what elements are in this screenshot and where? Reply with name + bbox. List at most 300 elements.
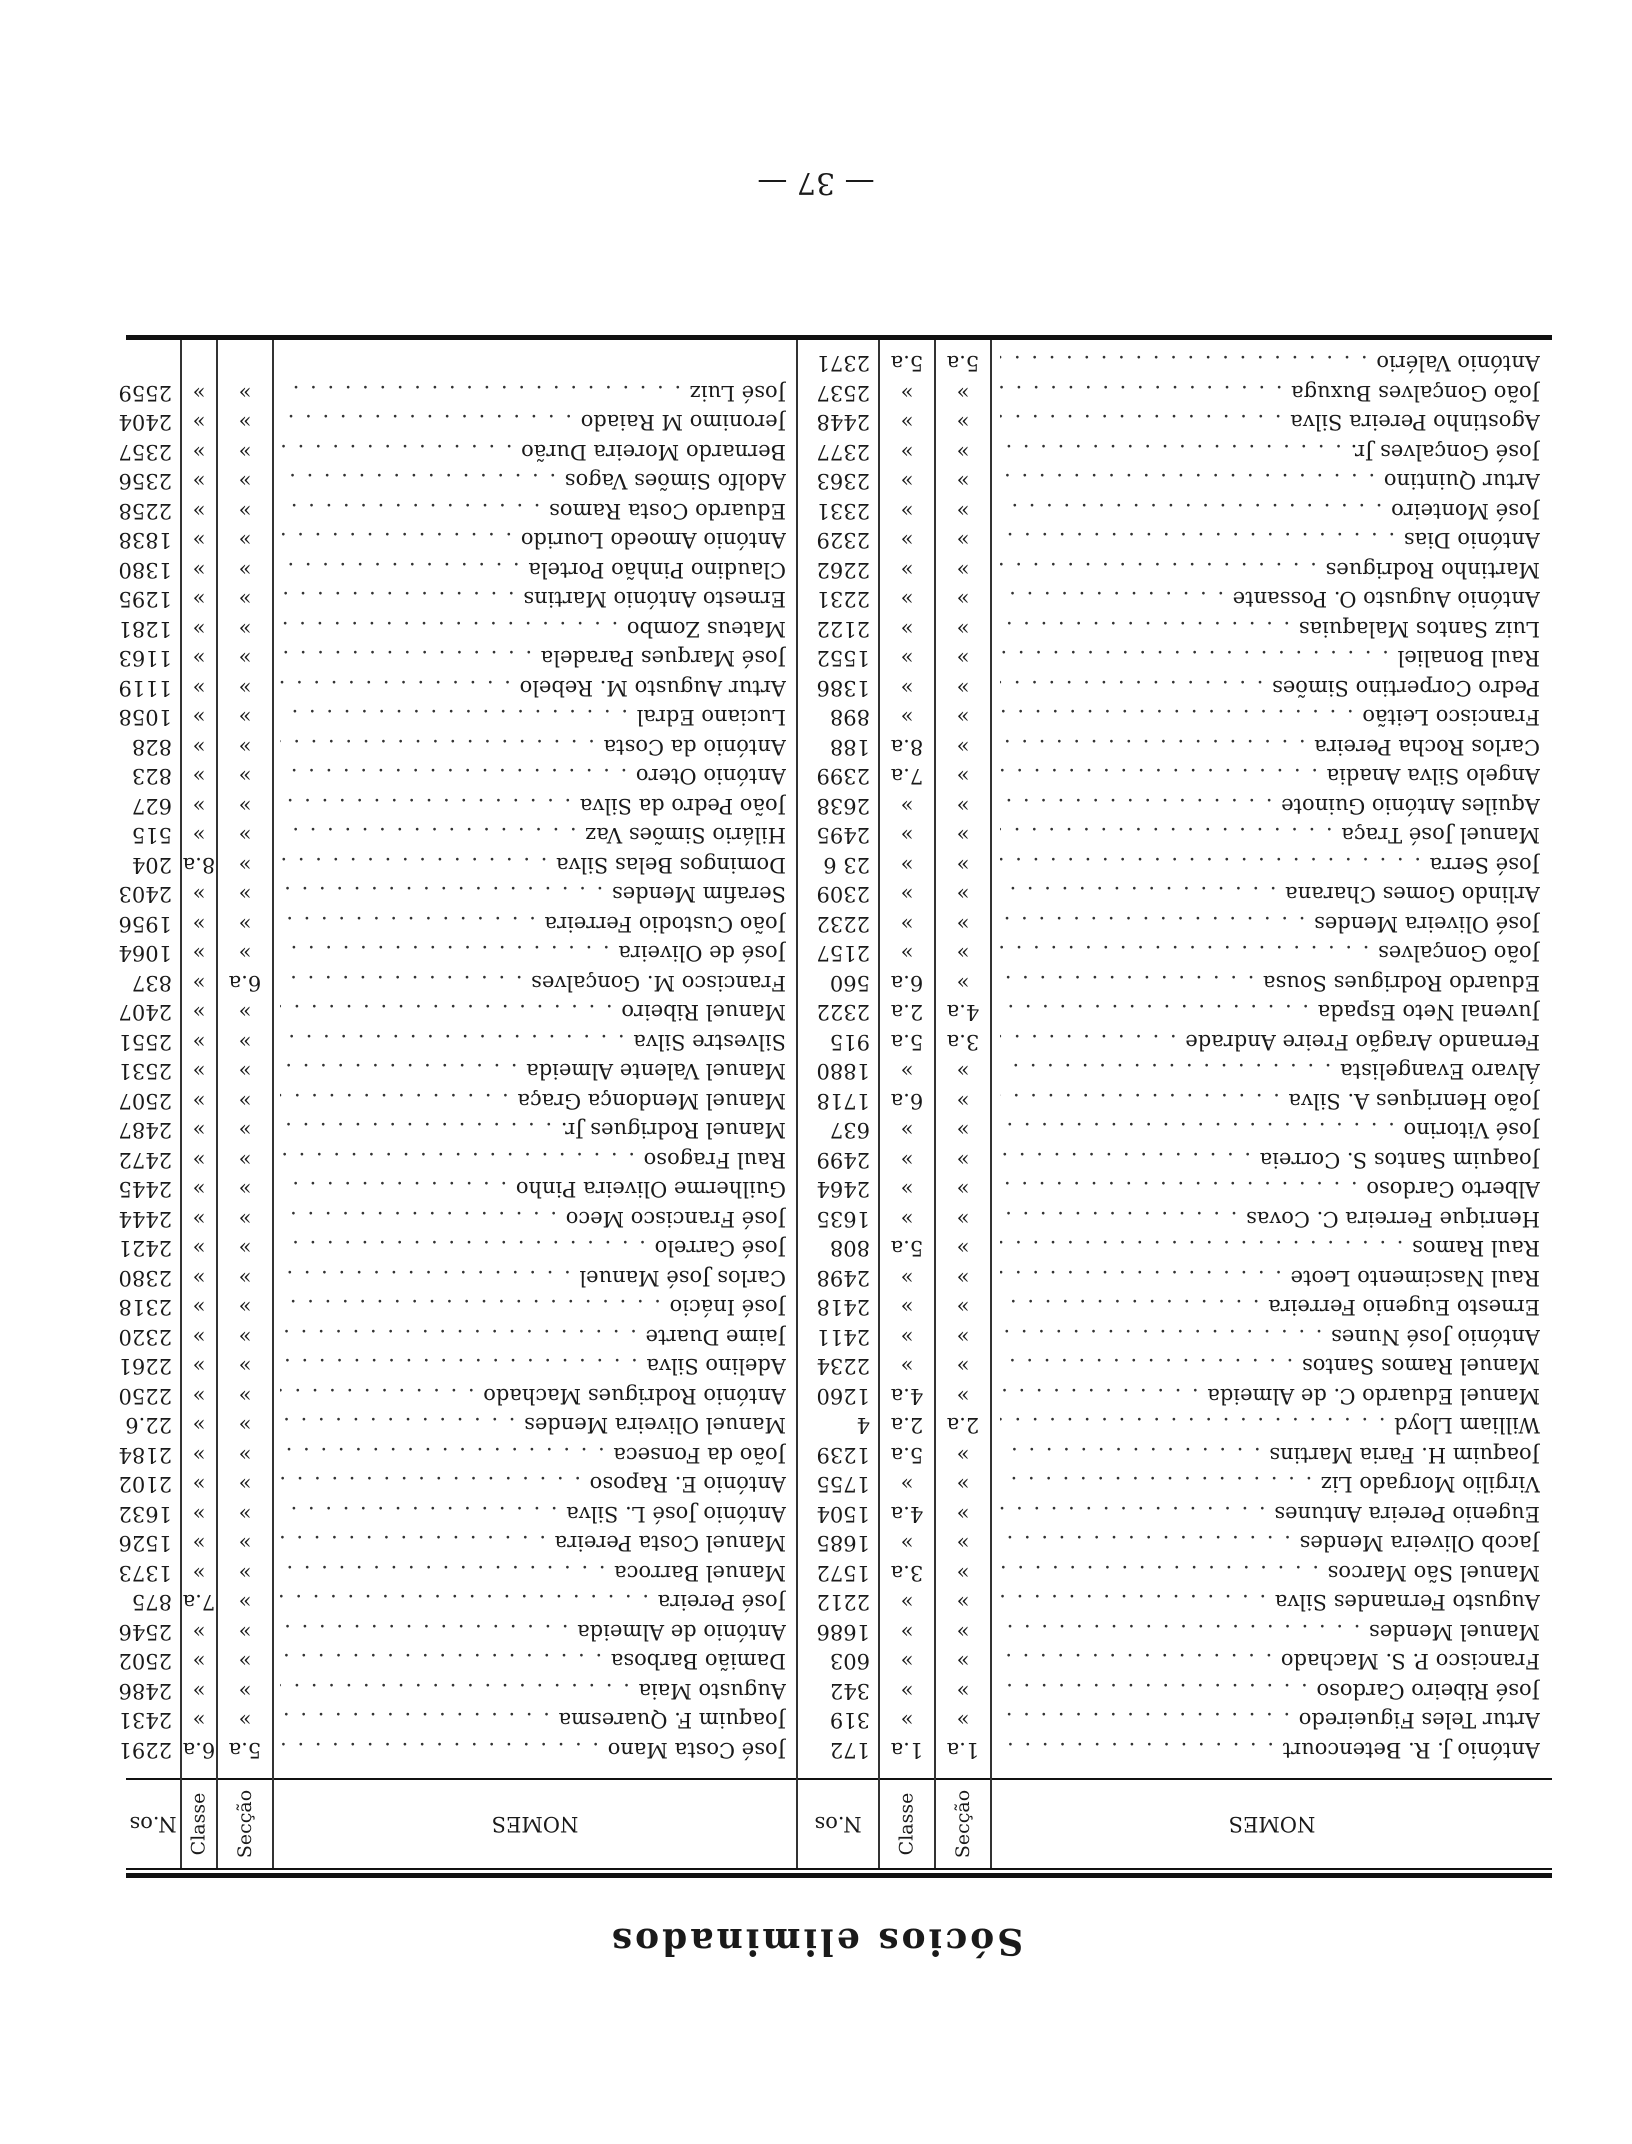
member-section: » <box>238 853 252 877</box>
member-class: » <box>192 941 206 966</box>
member-section: » <box>238 381 252 405</box>
member-section: » <box>956 1148 970 1172</box>
member-number: 915 <box>829 1030 870 1054</box>
member-section: » <box>956 1590 970 1615</box>
member-section: » <box>238 1059 252 1084</box>
member-name: José Costa Mano . . . <box>280 1735 786 1765</box>
member-class: » <box>900 1354 914 1379</box>
member-number: 837 <box>131 971 172 995</box>
member-name: José Monteiro . . . <box>1000 496 1540 526</box>
member-class: » <box>900 1207 914 1231</box>
member-name: António Augusto O. Possante . . . <box>1000 584 1540 614</box>
member-name: Adolfo Simões Vagos . . . <box>280 466 786 496</box>
member-class: » <box>900 1531 914 1556</box>
member-class: » <box>192 469 206 494</box>
member-section: » <box>956 1325 970 1349</box>
member-name: Guilherme Oliveira Pinho . . . <box>280 1174 786 1204</box>
member-number: 2184 <box>118 1443 172 1467</box>
member-name: José de Oliveira . . . <box>280 938 786 968</box>
member-name: Henrique Ferreira C. Covas . . . <box>1000 1204 1540 1234</box>
member-name: José Gonçalves Jr. . . . <box>1000 437 1540 467</box>
member-number: 2502 <box>118 1649 172 1674</box>
member-name: Silvestre Silva . . . <box>280 1027 786 1057</box>
member-section: » <box>956 1118 970 1143</box>
member-number: 560 <box>829 971 870 995</box>
member-name: José Inácio . . . <box>280 1292 786 1322</box>
member-class: » <box>900 381 914 405</box>
member-name: Manuel Rodrigues Jr. . . . <box>280 1115 786 1145</box>
member-number: 2551 <box>118 1030 172 1054</box>
member-number: 2399 <box>816 764 870 789</box>
member-class: » <box>900 646 914 671</box>
member-number: 1572 <box>816 1561 870 1585</box>
member-name: José Serra . . . <box>1000 850 1540 880</box>
member-number: 22.6 <box>125 1413 172 1438</box>
member-class: 2.a <box>890 1413 924 1438</box>
member-class: » <box>900 558 914 582</box>
member-section: » <box>238 1118 252 1143</box>
member-class: 7.a <box>182 1590 216 1615</box>
member-number: 2507 <box>118 1089 172 1113</box>
member-name: Augusto Maia . . . <box>280 1676 786 1706</box>
member-name: Martinho Rodrigues . . . <box>1000 555 1540 585</box>
member-section: » <box>956 971 970 995</box>
member-section: » <box>956 528 970 553</box>
member-section: » <box>956 1620 970 1644</box>
member-section: » <box>956 853 970 877</box>
member-name: Artur Teles Figueiredo . . . <box>1000 1705 1540 1735</box>
member-section: » <box>238 1443 252 1467</box>
member-number: 637 <box>829 1118 870 1143</box>
member-name: William Lloyd . . . <box>1000 1410 1540 1440</box>
member-number: 2102 <box>118 1472 172 1497</box>
member-name: Manuel São Marcos . . . <box>1000 1558 1540 1588</box>
member-class: » <box>192 1295 206 1320</box>
member-number: 2291 <box>118 1738 172 1762</box>
member-section: » <box>238 1502 252 1526</box>
member-class: » <box>192 499 206 523</box>
member-name: José Luiz . . . <box>280 378 786 408</box>
member-section: » <box>956 440 970 464</box>
member-class: » <box>192 1059 206 1084</box>
member-section: » <box>238 764 252 789</box>
member-section: » <box>238 1236 252 1261</box>
member-section: » <box>956 381 970 405</box>
page-number: — 37 — <box>757 165 875 200</box>
member-class: » <box>900 1295 914 1320</box>
member-name: Álvaro Evangelista . . . <box>1000 1056 1540 1086</box>
member-name: Pedro Corpertino Simões . . . <box>1000 673 1540 703</box>
member-number: 1386 <box>816 676 870 700</box>
member-number: 2537 <box>816 381 870 405</box>
member-name: Ernesto Eugenio Ferreira . . . <box>1000 1292 1540 1322</box>
member-class: » <box>900 1649 914 1674</box>
member-class: » <box>192 971 206 995</box>
member-section: » <box>238 735 252 759</box>
member-number: 2157 <box>816 941 870 966</box>
member-number: 2356 <box>118 469 172 494</box>
member-number: 2411 <box>816 1325 870 1349</box>
member-class: 2.a <box>890 1000 924 1025</box>
member-number: 1685 <box>816 1531 870 1556</box>
member-class: » <box>900 823 914 848</box>
member-name: Raul Fragoso . . . <box>280 1145 786 1175</box>
member-section: » <box>238 1531 252 1556</box>
member-section: » <box>238 528 252 553</box>
member-name: Joaquim Santos S. Correia . . . <box>1000 1145 1540 1175</box>
member-section: » <box>956 410 970 435</box>
member-section: » <box>956 1531 970 1556</box>
member-section: » <box>956 469 970 494</box>
member-section: » <box>238 1089 252 1113</box>
member-section: » <box>238 1620 252 1644</box>
member-name: Eduardo Costa Ramos . . . <box>280 496 786 526</box>
header-names-right: NOMES <box>274 1778 796 1868</box>
member-number: 2487 <box>118 1118 172 1143</box>
member-section: » <box>238 1384 252 1408</box>
member-class: » <box>192 1708 206 1733</box>
member-class: » <box>900 1708 914 1733</box>
member-name: António Rodrigues Machado . . . <box>280 1381 786 1411</box>
member-class: » <box>192 1502 206 1526</box>
member-name: Artur Quintino . . . <box>1000 466 1540 496</box>
member-name: Jeronimo M Raiado . . . <box>280 407 786 437</box>
member-section: » <box>238 499 252 523</box>
member-section: » <box>956 1561 970 1585</box>
member-section: » <box>238 440 252 464</box>
member-number: 898 <box>829 705 870 730</box>
member-section: 5.a <box>228 1738 262 1762</box>
member-class: » <box>192 558 206 582</box>
member-section: 4.a <box>946 1000 980 1025</box>
member-class: » <box>192 764 206 789</box>
member-number: 2486 <box>118 1679 172 1703</box>
member-section: » <box>238 823 252 848</box>
header-section-left: Secção <box>936 1778 990 1868</box>
member-number: 1380 <box>118 558 172 582</box>
member-number: 1880 <box>816 1059 870 1084</box>
member-class: » <box>900 440 914 464</box>
member-name: José Marques Paradela . . . <box>280 643 786 673</box>
member-number: 172 <box>829 1738 870 1762</box>
member-name: Raul Bonaliel . . . <box>1000 643 1540 673</box>
member-number: 1295 <box>118 587 172 612</box>
member-name: João Gonçalves Buxuga . . . <box>1000 378 1540 408</box>
member-section: » <box>238 1325 252 1349</box>
member-number: 2418 <box>816 1295 870 1320</box>
member-number: 823 <box>131 764 172 789</box>
member-number: 1058 <box>118 705 172 730</box>
member-name: Manuel Ribeiro . . . <box>280 997 786 1027</box>
top-rule <box>126 1873 1552 1878</box>
member-name: Serafim Mendes . . . <box>280 879 786 909</box>
member-class: » <box>192 381 206 405</box>
member-number: 1635 <box>816 1207 870 1231</box>
member-name: Manuel Mendes . . . <box>1000 1617 1540 1647</box>
member-number: 2448 <box>816 410 870 435</box>
member-class: » <box>192 1000 206 1025</box>
member-name: Agostinho Pereira Silva . . . <box>1000 407 1540 437</box>
member-class: 5.a <box>890 1443 924 1467</box>
member-number: 2499 <box>816 1148 870 1172</box>
member-section: » <box>956 794 970 818</box>
member-class: » <box>192 1118 206 1143</box>
member-number: 1552 <box>816 646 870 671</box>
member-name: António José L. Silva . . . <box>280 1499 786 1529</box>
member-number: 2371 <box>816 351 870 376</box>
member-name: Manuel Valente Almeida . . . <box>280 1056 786 1086</box>
member-number: 2363 <box>816 469 870 494</box>
member-name: João Gonçalves . . . <box>1000 938 1540 968</box>
member-name: António Valério . . . <box>1000 348 1540 378</box>
member-class: 6.a <box>182 1738 216 1762</box>
member-class: 5.a <box>890 351 924 376</box>
member-section: » <box>238 882 252 907</box>
member-class: » <box>192 1472 206 1497</box>
member-section: » <box>956 646 970 671</box>
member-section: » <box>956 1708 970 1733</box>
member-number: 2261 <box>118 1354 172 1379</box>
member-section: » <box>238 941 252 966</box>
member-number: 1119 <box>118 676 172 700</box>
member-class: » <box>192 735 206 759</box>
member-section: » <box>956 1443 970 1467</box>
member-name: Aquiles António Guinote . . . <box>1000 791 1540 821</box>
member-section: » <box>238 587 252 612</box>
member-section: » <box>956 1354 970 1379</box>
member-number: 1632 <box>118 1502 172 1526</box>
member-name: Francisco P. S. Machado . . . <box>1000 1646 1540 1676</box>
member-class: » <box>192 1531 206 1556</box>
member-section: » <box>238 1590 252 1615</box>
member-section: » <box>238 1354 252 1379</box>
member-name: José Francisco Meco . . . <box>280 1204 786 1234</box>
member-section: » <box>956 735 970 759</box>
member-number: 1260 <box>816 1384 870 1408</box>
member-number: 2212 <box>816 1590 870 1615</box>
member-number: 627 <box>131 794 172 818</box>
member-section: » <box>238 646 252 671</box>
member-name: Raul Ramos . . . <box>1000 1233 1540 1263</box>
member-class: » <box>900 499 914 523</box>
member-class: » <box>900 1148 914 1172</box>
member-number: 1239 <box>816 1443 870 1467</box>
page-title: Sócios eliminados <box>608 1920 1024 1962</box>
member-class: » <box>192 882 206 907</box>
member-number: 2234 <box>816 1354 870 1379</box>
member-class: » <box>900 676 914 700</box>
member-class: 8.a <box>890 735 924 759</box>
member-class: » <box>900 1059 914 1084</box>
member-number: 2329 <box>816 528 870 553</box>
member-class: » <box>192 1236 206 1261</box>
member-section: 1.a <box>946 1738 980 1762</box>
member-number: 2421 <box>118 1236 172 1261</box>
member-name: Hilário Simões Vaz . . . <box>280 820 786 850</box>
column-divider <box>990 340 992 1868</box>
member-name: António Amoedo Lourido . . . <box>280 525 786 555</box>
member-class: 7.a <box>890 764 924 789</box>
member-class: » <box>192 1266 206 1290</box>
member-name: António José Nunes . . . <box>1000 1322 1540 1352</box>
member-name: Juvenal Neto Espada . . . <box>1000 997 1540 1027</box>
member-section: » <box>238 1472 252 1497</box>
member-section: » <box>956 617 970 641</box>
member-class: » <box>192 528 206 553</box>
member-class: 4.a <box>890 1384 924 1408</box>
member-class: 6.a <box>890 971 924 995</box>
member-number: 1956 <box>118 912 172 936</box>
member-number: 2559 <box>118 381 172 405</box>
member-class: » <box>900 1118 914 1143</box>
member-name: Luciano Edral . . . <box>280 702 786 732</box>
member-number: 2320 <box>118 1325 172 1349</box>
member-name: Manuel Ramos Santos . . . <box>1000 1351 1540 1381</box>
member-name: António Otero . . . <box>280 761 786 791</box>
member-section: » <box>238 1207 252 1231</box>
member-section: » <box>956 1236 970 1261</box>
member-section: » <box>956 1472 970 1497</box>
member-number: 2322 <box>816 1000 870 1025</box>
member-section: » <box>956 1089 970 1113</box>
member-class: » <box>900 912 914 936</box>
member-number: 1281 <box>118 617 172 641</box>
member-section: » <box>238 1177 252 1202</box>
member-class: » <box>192 1089 206 1113</box>
member-number: 2444 <box>118 1207 172 1231</box>
member-class: » <box>900 1472 914 1497</box>
member-name: Fernando Aragão Freire Andrade . . . <box>1000 1027 1540 1057</box>
member-number: 1373 <box>118 1561 172 1585</box>
member-number: 1504 <box>816 1502 870 1526</box>
member-name: Carlos Rocha Pereira . . . <box>1000 732 1540 762</box>
member-section: » <box>956 1502 970 1526</box>
member-section: » <box>238 410 252 435</box>
member-name: Arlindo Gomes Charana . . . <box>1000 879 1540 909</box>
member-class: » <box>900 587 914 612</box>
member-section: 2.a <box>946 1413 980 1438</box>
member-section: » <box>238 705 252 730</box>
member-section: » <box>238 469 252 494</box>
member-number: 2495 <box>816 823 870 848</box>
member-name: Luiz Santos Malaquias . . . <box>1000 614 1540 644</box>
member-section: » <box>956 499 970 523</box>
top-rule-thin <box>126 1868 1552 1870</box>
member-class: » <box>900 528 914 553</box>
member-name: Jacob Oliveira Mendes . . . <box>1000 1528 1540 1558</box>
member-section: 3.a <box>946 1030 980 1054</box>
member-class: » <box>192 1649 206 1674</box>
member-name: José Carrelo . . . <box>280 1233 786 1263</box>
member-name: Carlos José Manuel . . . <box>280 1263 786 1293</box>
member-class: » <box>900 410 914 435</box>
member-number: 2122 <box>816 617 870 641</box>
member-class: 4.a <box>890 1502 924 1526</box>
member-number: 2232 <box>816 912 870 936</box>
member-class: » <box>192 1561 206 1585</box>
member-class: » <box>192 1354 206 1379</box>
member-section: » <box>956 764 970 789</box>
member-class: » <box>900 794 914 818</box>
member-section: » <box>238 1030 252 1054</box>
member-number: 188 <box>829 735 870 759</box>
member-number: 2546 <box>118 1620 172 1644</box>
member-number: 2531 <box>118 1059 172 1084</box>
member-number: 1064 <box>118 941 172 966</box>
member-class: » <box>192 912 206 936</box>
member-section: » <box>956 1266 970 1290</box>
member-section: 5.a <box>946 351 980 376</box>
member-name: Manuel Eduardo C. de Almeida . . . <box>1000 1381 1540 1411</box>
member-section: » <box>238 617 252 641</box>
member-name: Joaquim H. Faria Martins . . . <box>1000 1440 1540 1470</box>
member-name: Jaime Duarte . . . <box>280 1322 786 1352</box>
member-number: 2404 <box>118 410 172 435</box>
member-class: » <box>900 1679 914 1703</box>
member-name: Manuel Mendonça Graça . . . <box>280 1086 786 1116</box>
member-class: » <box>900 1325 914 1349</box>
member-class: » <box>192 705 206 730</box>
member-class: 5.a <box>890 1030 924 1054</box>
member-class: 5.a <box>890 1236 924 1261</box>
member-name: José Ribeiro Cardoso . . . <box>1000 1676 1540 1706</box>
member-name: Alberto Cardoso . . . <box>1000 1174 1540 1204</box>
member-section: » <box>238 912 252 936</box>
member-name: Claudino Pinhão Portela . . . <box>280 555 786 585</box>
bottom-rule <box>126 335 1552 340</box>
member-section: » <box>956 587 970 612</box>
member-number: 2331 <box>816 499 870 523</box>
member-name: Augusto Fernandes Silva . . . <box>1000 1587 1540 1617</box>
member-name: Ernesto António Martins . . . <box>280 584 786 614</box>
member-class: » <box>900 1266 914 1290</box>
member-number: 828 <box>131 735 172 759</box>
member-section: » <box>238 676 252 700</box>
member-class: » <box>192 1413 206 1438</box>
member-number: 2464 <box>816 1177 870 1202</box>
member-class: » <box>192 1679 206 1703</box>
member-section: » <box>238 1649 252 1674</box>
member-section: 6.a <box>228 971 262 995</box>
member-number: 2380 <box>118 1266 172 1290</box>
member-name: João Henriques A. Silva . . . <box>1000 1086 1540 1116</box>
member-number: 342 <box>829 1679 870 1703</box>
member-number: 1686 <box>816 1620 870 1644</box>
member-number: 2250 <box>118 1384 172 1408</box>
member-class: » <box>900 1177 914 1202</box>
header-number-right: N.os <box>126 1778 180 1868</box>
member-number: 808 <box>829 1236 870 1261</box>
member-number: 319 <box>829 1708 870 1733</box>
member-name: Adelino Silva . . . <box>280 1351 786 1381</box>
header-names-left: NOMES <box>992 1778 1552 1868</box>
member-section: » <box>956 941 970 966</box>
member-number: 2231 <box>816 587 870 612</box>
member-name: Angelo Silva Anadia . . . <box>1000 761 1540 791</box>
member-name: Manuel José Traça . . . <box>1000 820 1540 850</box>
member-number: 23 6 <box>823 853 870 877</box>
member-class: » <box>192 1177 206 1202</box>
header-number-left: N.os <box>798 1778 878 1868</box>
member-class: » <box>192 440 206 464</box>
member-section: » <box>956 1679 970 1703</box>
member-name: José Pereira . . . <box>280 1587 786 1617</box>
member-name: João Custodio Ferreira . . . <box>280 909 786 939</box>
member-class: » <box>900 469 914 494</box>
member-number: 2357 <box>118 440 172 464</box>
member-class: » <box>192 1030 206 1054</box>
member-section: » <box>956 1207 970 1231</box>
